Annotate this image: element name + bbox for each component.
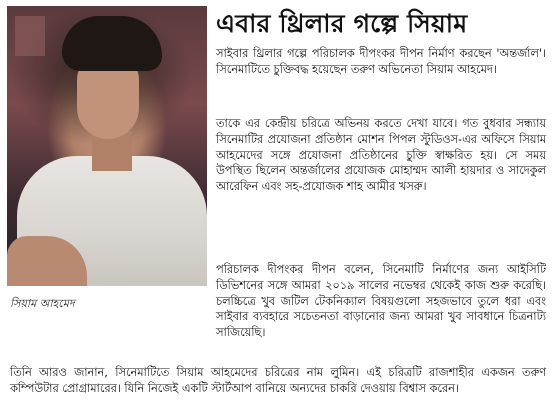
article-paragraph-3: পরিচালক দীপংকর দীপন বলেন, সিনেমাটি নির্মাণের জন্য আইসিটি ডিভিশনের সঙ্গে আমরা ২০১৯ সালের নভেম্বর থেকেই কাজ শুরু করেছি। চলচ্চিত্রে খুব জটিল টেকনিক্যাল বিষয়গুলো সহজভাবে তুলে ধরা এবং সাইবার ব্যবহারে সচেতনতা বাড়ানোর জন্য আমরা খুব সাবধানে চিত্রনাট্য সাজিয়েছি।	[216, 263, 546, 340]
article-paragraph-2: তাকে এর কেন্দ্রীয় চরিত্রে অভিনয় করতে দেখা যাবে। গত বুধবার সন্ধ্যায় সিনেমাটির প্রযোজনা প্রতিষ্ঠান মোশন পিপল স্টুডিওস-এর অফিসে সিয়াম আহমেদের সঙ্গে প্রযোজনা প্রতিষ্ঠানের চুক্তি স্বাক্ষরিত হয়। সে সময় উপস্থিত ছিলেন অন্তর্জালের প্রযোজক মোহাম্মদ আলী হায়দার ও সাদেকুল আরেফিন এবং সহ-প্রযোজক শাহ আমীর খসরু।	[216, 117, 546, 194]
article-paragraph-1: সাইবার থ্রিলার গল্পে পরিচালক দীপংকর দীপন নির্মাণ করছেন 'অন্তর্জাল'। সিনেমাটিতে চুক্তিবদ্ধ হয়েছেন তরুণ অভিনেতা সিয়াম আহমেদ।	[216, 47, 546, 76]
actor-photo	[7, 6, 207, 286]
photo-caption: সিয়াম আহমেদ	[10, 297, 75, 310]
article-paragraph-4: তিনি আরও জানান, সিনেমাটিতে সিয়াম আহমেদের চরিত্রের নাম লুমিন। এই চরিত্রটি রাজশাহীর একজন তরুণ কম্পিউটার প্রোগ্রামারের। যিনি নিজেই একটি স্টার্টআপ বানিয়ে অন্যদের চাকরি দেওয়ায় বিশ্বাস করেন।	[10, 366, 546, 395]
article-headline: এবার থ্রিলার গল্পে সিয়াম	[216, 9, 468, 38]
photo-hair	[62, 16, 162, 71]
background-window	[15, 16, 45, 56]
